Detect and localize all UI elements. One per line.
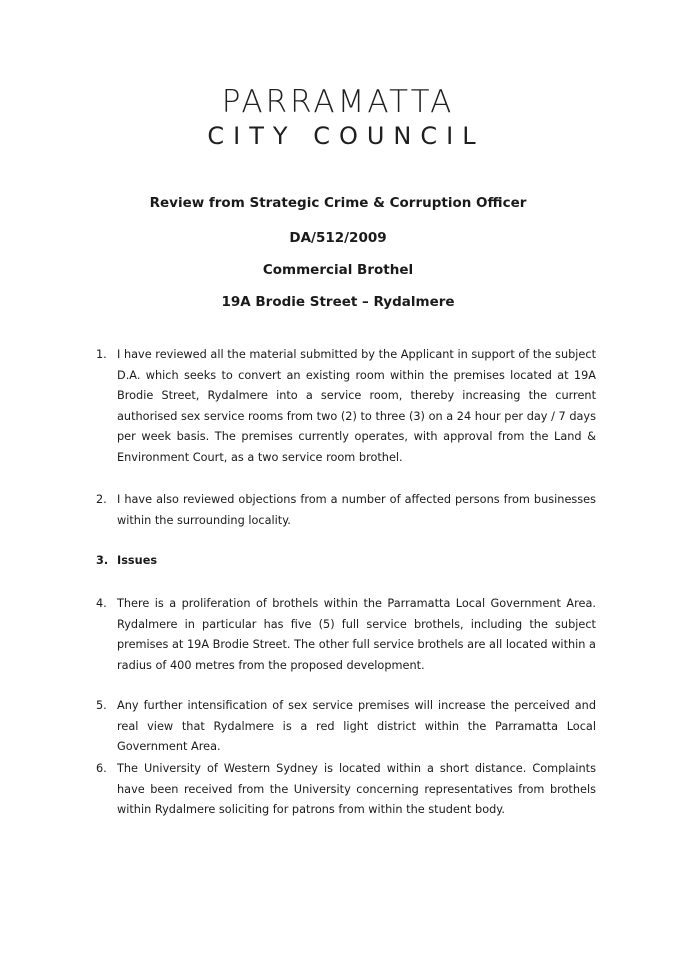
council-logo-line2: CITY COUNCIL bbox=[207, 122, 485, 150]
item-number: 5. bbox=[96, 699, 107, 712]
item-number: 3. bbox=[96, 554, 109, 567]
list-item bbox=[96, 696, 596, 758]
item-text: I have reviewed all the material submitted by the Applicant in support of the subject D.A. which seeks to convert an existing room within the premises located at 19A Brodie Street, Rydalmere into a service room, thereby increasing the current authorised sex service rooms from two (2) to three (3) on a 24 hour per day / 7 days per week basis. The premises currently operates, with approval from the Land & Environment Court, as a two service room brothel. bbox=[117, 348, 596, 464]
da-number-heading: DA/512/2009 bbox=[289, 230, 387, 246]
subject-heading: Commercial Brothel bbox=[262, 262, 414, 278]
list-item bbox=[96, 759, 596, 821]
item-text: The University of Western Sydney is located within a short distance. Complaints have been received from the University concerning representatives from brothels within Rydalmere soliciting for patrons from within the student body. bbox=[117, 762, 596, 817]
item-number: 1. bbox=[96, 348, 107, 361]
list-item bbox=[96, 594, 596, 676]
review-heading: Review from Strategic Crime & Corruption Officer bbox=[149, 195, 527, 211]
section-heading-issues bbox=[96, 551, 596, 572]
item-text: Issues bbox=[117, 554, 158, 567]
item-number: 6. bbox=[96, 762, 107, 775]
list-item bbox=[96, 345, 596, 469]
item-number: 2. bbox=[96, 493, 107, 506]
item-text: I have also reviewed objections from a number of affected persons from businesses within the surrounding locality. bbox=[117, 493, 596, 527]
list-item bbox=[96, 490, 596, 531]
council-logo-line1: PARRAMATTA bbox=[221, 84, 455, 120]
item-text: Any further intensification of sex service premises will increase the perceived and real view that Rydalmere is a red light district within the Parramatta Local Government Area. bbox=[117, 699, 596, 754]
address-heading: 19A Brodie Street – Rydalmere bbox=[221, 294, 455, 310]
item-text: There is a proliferation of brothels within the Parramatta Local Government Area. Rydalmere in particular has five (5) full service brothels, including the subject premises at 19A Brodie Street. The other full service brothels are all located within a radius of 400 metres from the proposed development. bbox=[117, 597, 596, 672]
item-number: 4. bbox=[96, 597, 107, 610]
